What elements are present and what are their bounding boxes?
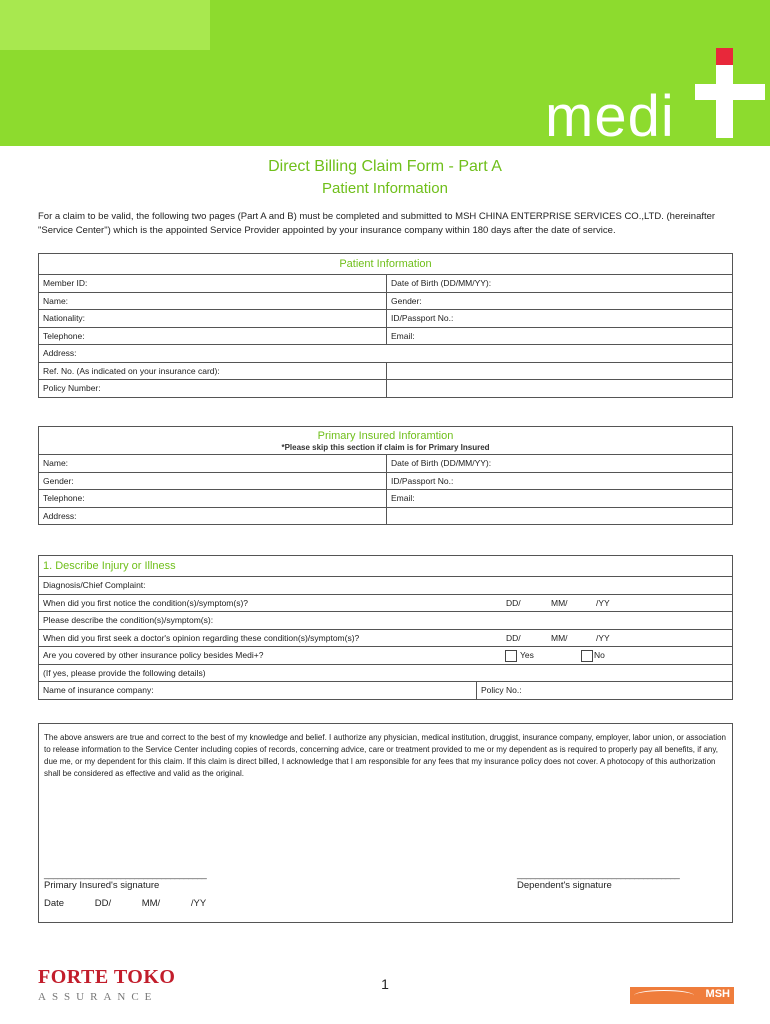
insurance-company-field[interactable]: Name of insurance company: xyxy=(43,685,154,695)
msh-text: MSH xyxy=(705,988,730,1000)
first-seek-mm[interactable]: MM/ xyxy=(551,632,568,643)
medi-plus-red-square xyxy=(716,48,733,65)
nationality-field[interactable]: Nationality: xyxy=(43,313,86,323)
insured-skip-note: *Please skip this section if claim is for Primary Insured xyxy=(281,443,490,452)
table-row xyxy=(39,274,732,292)
table-row xyxy=(39,576,732,594)
table-row xyxy=(39,379,732,397)
page-number: 1 xyxy=(381,976,389,992)
table-row xyxy=(39,629,732,647)
primary-signature-line[interactable]: ____________________________________ xyxy=(44,869,207,879)
name-field[interactable]: Name: xyxy=(43,295,69,306)
no-checkbox[interactable] xyxy=(581,650,593,662)
ref-no-value[interactable] xyxy=(386,363,733,380)
form-subtitle: Patient Information xyxy=(322,180,448,197)
authorization-text: The above answers are true and correct to the best of my knowledge and belief. I authorize any physician, medical institution, druggist, insurance company, employer, labor union, or association to release information to the Service Center including copies of records, concerning advice, care or treatment provided to me or my dependent as is required to properly pay all benefits, if any, due me, or my dependent for this claim. If this claim is direct billed, I acknowledge that I am responsible for any fees that my insurance policy does not cover. A photocopy of this authorization shall be considered as effective and valid as the original. xyxy=(44,733,727,778)
insured-name-field[interactable]: Name: xyxy=(43,458,69,468)
table-row xyxy=(39,454,732,472)
msh-logo xyxy=(630,987,734,1004)
ref-no-field[interactable]: Ref. No. (As indicated on your insurance card): xyxy=(43,365,220,376)
table-row xyxy=(39,489,732,507)
if-yes-note: (If yes, please provide the following details) xyxy=(43,667,206,678)
table-row xyxy=(39,507,732,525)
policy-number-field[interactable]: Policy Number: xyxy=(43,383,101,393)
insured-address-value[interactable] xyxy=(386,508,733,525)
forte-toko-name: FORTE TOKO xyxy=(38,966,176,988)
table-row xyxy=(39,646,732,664)
intro-text: For a claim to be valid, the following two pages (Part A and B) must be completed and submitted to MSH CHINA ENTERPRISE SERVICES CO.,LTD. (hereinafter "Service Center") which is the appointed Service Provider appointed by your insurance company within 180 days after the date of service. xyxy=(38,211,716,236)
date-yy[interactable]: /YY xyxy=(190,898,207,909)
table-row xyxy=(39,681,732,699)
insured-info-header: Primary Insured Inforamtion xyxy=(317,430,454,442)
policy-number-value[interactable] xyxy=(386,380,733,397)
email-field[interactable]: Email: xyxy=(386,328,733,345)
header-banner xyxy=(0,0,770,149)
signature-date-row xyxy=(44,898,234,909)
table-row xyxy=(39,309,732,327)
date-mm[interactable]: MM/ xyxy=(141,898,161,909)
passport-field[interactable]: ID/Passport No.: xyxy=(386,310,733,327)
injury-section xyxy=(38,555,733,700)
first-notice-dd[interactable]: DD/ xyxy=(506,597,521,608)
form-title: Direct Billing Claim Form - Part A xyxy=(268,158,502,175)
first-seek-dd[interactable]: DD/ xyxy=(506,632,521,643)
assurance-text: ASSURANCE xyxy=(38,991,158,1003)
date-label: Date xyxy=(44,898,65,909)
insured-telephone-field[interactable]: Telephone: xyxy=(43,493,85,503)
no-label: No xyxy=(594,650,605,660)
first-notice-yy[interactable]: /YY xyxy=(596,597,610,608)
member-id-field[interactable]: Member ID: xyxy=(43,278,88,288)
table-row xyxy=(39,664,732,682)
patient-info-section xyxy=(38,253,733,398)
table-row xyxy=(39,362,732,380)
table-row xyxy=(39,594,732,612)
insured-email-field[interactable]: Email: xyxy=(386,490,733,507)
table-row xyxy=(39,292,732,310)
other-policy-label: Are you covered by other insurance policy besides Medi+? xyxy=(43,650,264,660)
describe-condition-field[interactable]: Please describe the condition(s)/symptom(s): xyxy=(43,615,214,625)
patient-info-header: Patient Information xyxy=(339,258,432,270)
table-row xyxy=(39,344,732,362)
address-field[interactable]: Address: xyxy=(43,348,77,358)
policy-no-field[interactable]: Policy No.: xyxy=(476,682,733,699)
dob-field[interactable]: Date of Birth (DD/MM/YY): xyxy=(386,275,733,292)
no-option[interactable] xyxy=(577,647,637,664)
date-dd[interactable]: DD/ xyxy=(94,898,112,909)
dependent-signature-line[interactable]: ____________________________________ xyxy=(517,869,680,879)
injury-header: 1. Describe Injury or Illness xyxy=(43,560,176,572)
telephone-field[interactable]: Telephone: xyxy=(43,330,85,341)
diagnosis-field[interactable]: Diagnosis/Chief Complaint: xyxy=(43,580,146,590)
insured-passport-field[interactable]: ID/Passport No.: xyxy=(386,473,733,490)
dependent-signature-label: Dependent's signature xyxy=(517,880,612,891)
insured-address-field[interactable]: Address: xyxy=(43,510,77,521)
insured-gender-field[interactable]: Gender: xyxy=(43,475,74,486)
first-notice-label: When did you first notice the condition(s)/symptom(s)? xyxy=(43,597,249,608)
medi-plus-bar xyxy=(695,84,765,100)
medi-logo: medi xyxy=(545,84,675,149)
insured-dob-field[interactable]: Date of Birth (DD/MM/YY): xyxy=(386,455,733,472)
yes-checkbox[interactable] xyxy=(505,650,517,662)
msh-arc-icon xyxy=(634,990,694,1001)
first-seek-yy[interactable]: /YY xyxy=(596,632,610,643)
table-row xyxy=(39,327,732,345)
gender-field[interactable]: Gender: xyxy=(386,293,733,310)
yes-label: Yes xyxy=(520,650,534,660)
banner-accent xyxy=(0,0,210,50)
yes-option[interactable] xyxy=(501,647,561,664)
table-row xyxy=(39,611,732,629)
first-seek-label: When did you first seek a doctor's opinion regarding these condition(s)/symptom(s)? xyxy=(43,632,360,643)
table-row xyxy=(39,472,732,490)
insured-info-section xyxy=(38,426,733,525)
primary-signature-label: Primary Insured's signature xyxy=(44,880,160,891)
first-notice-mm[interactable]: MM/ xyxy=(551,597,568,608)
authorization-section xyxy=(38,723,733,923)
